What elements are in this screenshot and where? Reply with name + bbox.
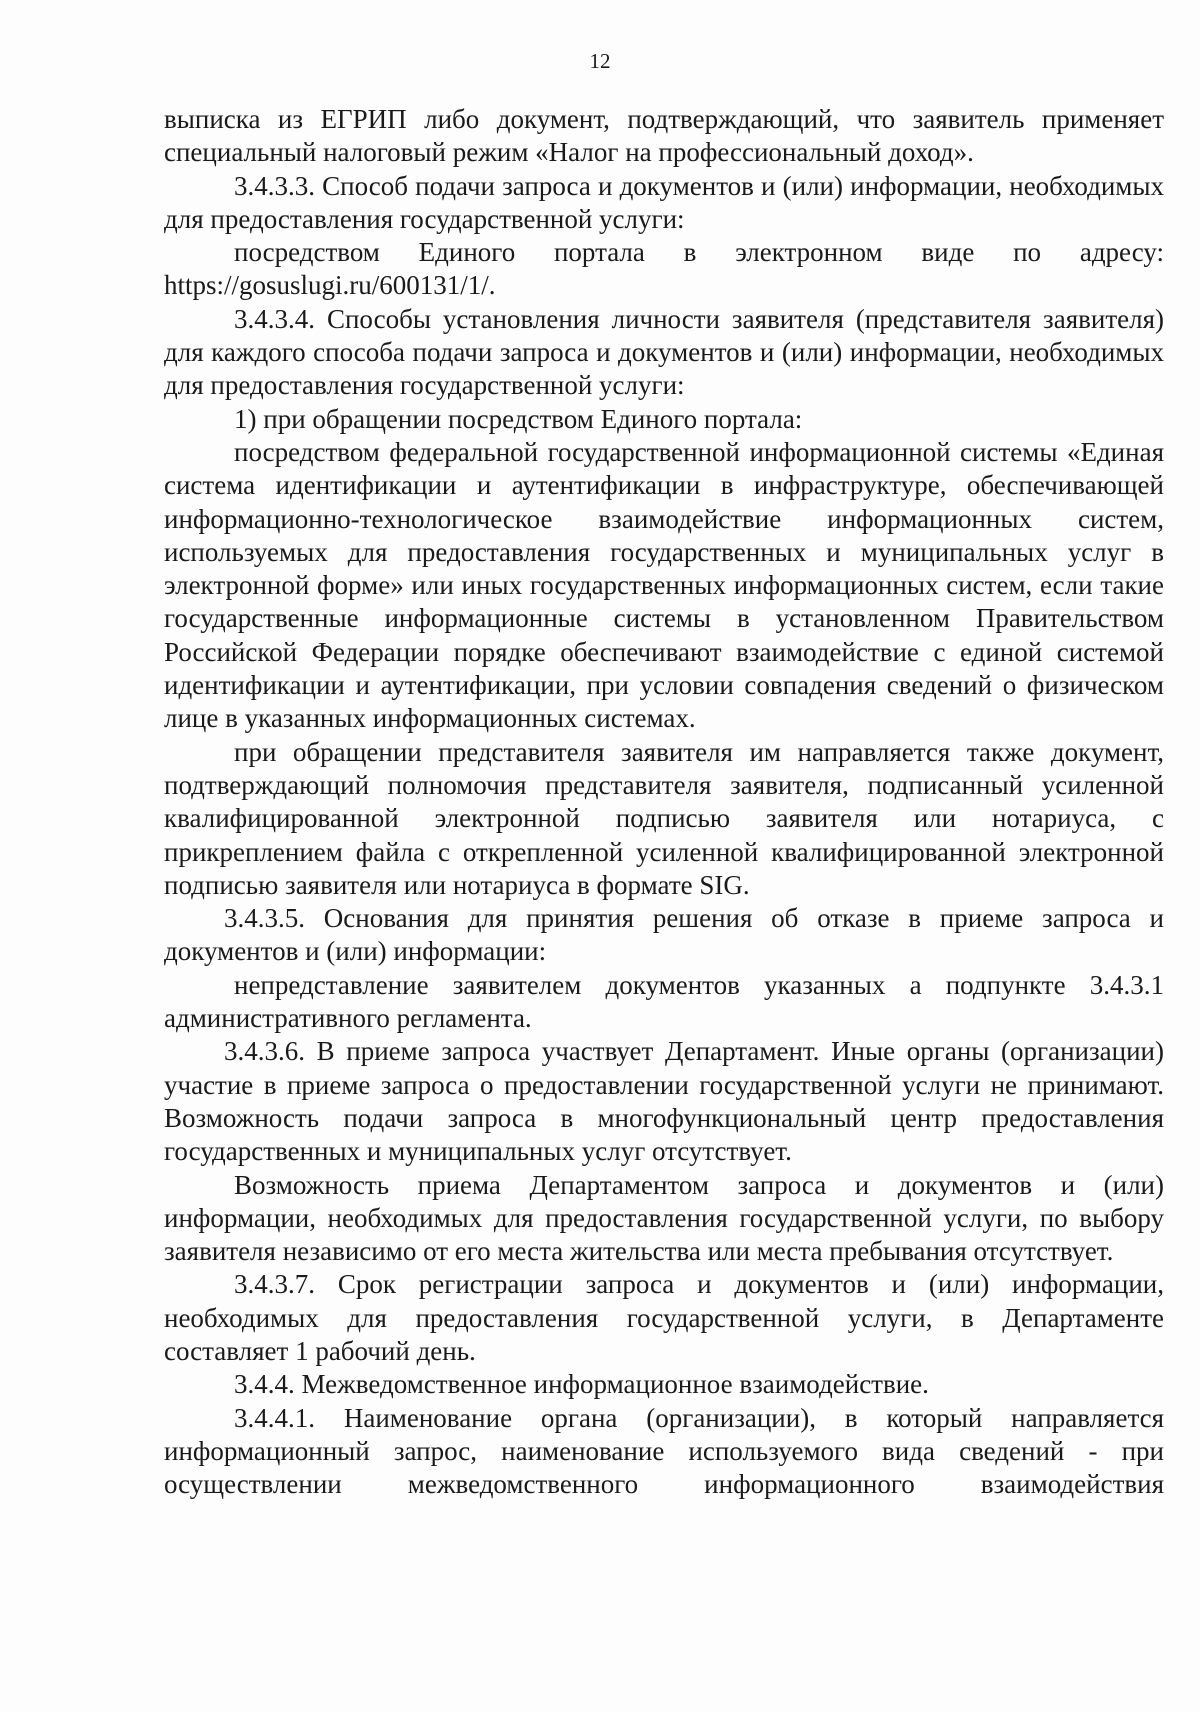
paragraph: посредством федеральной государственной информационной системы «Единая система идентификации и аутентификации в инфраструктуре, обеспечивающей информационно-технологическое взаимодействие информационных систем, используемых для предоставления государственных и муниципальных услуг в электронной форме» или иных государственных информационных систем, если такие государственные информационные системы в установленном Правительством Российской Федерации порядке обеспечивают взаимодействие с единой системой идентификации и аутентификации, при условии совпадения сведений о физическом лице в указанных информационных системах.	[164, 436, 1164, 734]
paragraph: выписка из ЕГРИП либо документ, подтверждающий, что заявитель применяет специальный налоговый режим «Налог на профессиональный доход».	[164, 104, 1164, 168]
document-body	[164, 103, 1164, 1501]
paragraph: посредством Единого портала в электронном виде по адресу: https://gosuslugi.ru/600131/1/.	[164, 237, 1164, 301]
paragraph: 3.4.3.4. Способы установления личности заявителя (представителя заявителя) для каждого способа подачи запроса и документов и (или) информации, необходимых для предоставления государственной услуги:	[164, 303, 1164, 401]
paragraph: при обращении представителя заявителя им направляется также документ, подтверждающий полномочия представителя заявителя, подписанный усиленной квалифицированной электронной подписью заявителя или нотариуса, с прикреплением файла с открепленной усиленной квалифицированной электронной подписью заявителя или нотариуса в формате SIG.	[164, 736, 1164, 900]
paragraph: 3.4.3.3. Способ подачи запроса и документов и (или) информации, необходимых для предоставления государственной услуги:	[164, 170, 1164, 234]
paragraph: 3.4.3.6. В приеме запроса участвует Департамент. Иные органы (организации) участие в приеме запроса о предоставлении государственной услуги не принимают. Возможность подачи запроса в многофункциональный центр предоставления государственных и муниципальных услуг отсутствует.	[164, 1036, 1164, 1167]
paragraph: 3.4.3.7. Срок регистрации запроса и документов и (или) информации, необходимых для предоставления государственной услуги, в Департаменте составляет 1 рабочий день.	[164, 1269, 1164, 1366]
page-number: 12	[589, 49, 611, 73]
paragraph: 3.4.4. Межведомственное информационное взаимодействие.	[234, 1369, 929, 1400]
paragraph: непредставление заявителем документов указанных а подпункте 3.4.3.1 административного регламента.	[164, 969, 1164, 1034]
paragraph: 1) при обращении посредством Единого портала:	[234, 403, 803, 434]
paragraph: Возможность приема Департаментом запроса и документов и (или) информации, необходимых для предоставления государственной услуги, по выбору заявителя независимо от его места жительства или места пребывания отсутствует.	[164, 1169, 1164, 1267]
paragraph: 3.4.4.1. Наименование органа (организации), в который направляется информационный запрос, наименование используемого вида сведений - при осуществлении межведомственного информационного взаимодействия	[164, 1402, 1164, 1500]
paragraph: 3.4.3.5. Основания для принятия решения об отказе в приеме запроса и документов и (или) информации:	[164, 903, 1164, 967]
